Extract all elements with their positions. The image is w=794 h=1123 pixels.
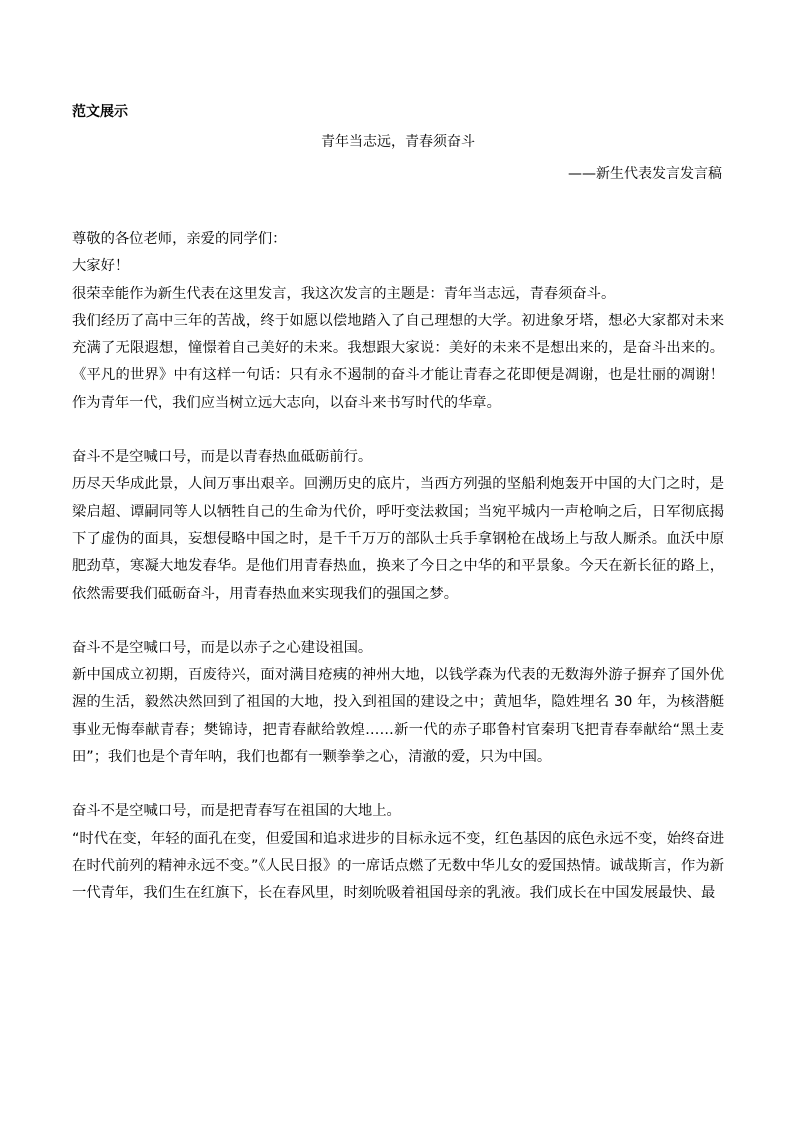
section-heading: 奋斗不是空喊口号，而是把青春写在祖国的大地上。 bbox=[72, 803, 401, 820]
speech-title: 青年当志远，青春须奋斗 bbox=[321, 134, 475, 150]
section-label: 范文展示 bbox=[72, 104, 128, 120]
speech-subtitle: ——新生代表发言发言稿 bbox=[568, 166, 722, 182]
salutation: 尊敬的各位老师，亲爱的同学们： bbox=[72, 231, 287, 247]
paragraph: 历尽天华成此景，人间万事出艰辛。回溯历史的底片，当西方列强的坚船利炮轰开中国的大门之时，是梁启超、谭嗣同等人以牺牲自己的生命为代价，呼吁变法救国；当宛平城内一声枪响之后，日军彻底揭下了虚伪的面具，妄想侵略中国之时，是千千万万的部队士兵手拿钢枪在战场上与敌人厮杀。血沃中原肥劲草，寒凝大地发春华。是他们用青春热血，换来了今日之中华的和平景象。今天在新长征的路上，依然需要我们砥砺奋斗，用青春热血来实现我们的强国之梦。 bbox=[72, 476, 724, 602]
greeting: 大家好！ bbox=[72, 258, 130, 275]
paragraph: “时代在变，年轻的面孔在变，但爱国和追求进步的目标永远不变，红色基因的底色永远不变，始终奋进在时代前列的精神永远不变。”《人民日报》的一席话点燃了无数中华儿女的爱国热情。诚哉斯言，作为新一代青年，我们生在红旗下，长在春风里，时刻吮吸着祖国母亲的乳液。我们成长在中国发展最快、最 bbox=[72, 830, 724, 902]
paragraph: 我们经历了高中三年的苦战，终于如愿以偿地踏入了自己理想的大学。初进象牙塔，想必大家都对未来充满了无限遐想，憧憬着自己美好的未来。我想跟大家说：美好的未来不是想出来的，是奋斗出来的。《平凡的世界》中有这样一句话：只有永不遏制的奋斗才能让青春之花即便是凋谢，也是壮丽的凋谢！作为青年一代，我们应当树立远大志向，以奋斗来书写时代的华章。 bbox=[72, 312, 724, 411]
speech-body bbox=[72, 226, 724, 908]
paragraph: 很荣幸能作为新生代表在这里发言，我这次发言的主题是：青年当志远，青春须奋斗。 bbox=[72, 285, 616, 302]
section-heading: 奋斗不是空喊口号，而是以赤子之心建设祖国。 bbox=[72, 639, 373, 656]
paragraph: 新中国成立初期，百废待兴，面对满目疮痍的神州大地，以钱学森为代表的无数海外游子摒弃了国外优渥的生活，毅然决然回到了祖国的大地，投入到祖国的建设之中；黄旭华，隐姓埋名 30 年，为核潜艇事业无悔奉献青春；樊锦诗，把青春献给敦煌……新一代的赤子耶鲁村官秦玥飞把青春奉献给“黑土麦田”；我们也是个青年呐，我们也都有一颗拳拳之心，清澈的爱，只为中国。 bbox=[72, 667, 724, 766]
document-page bbox=[72, 0, 724, 1123]
section-heading: 奋斗不是空喊口号，而是以青春热血砥砺前行。 bbox=[72, 449, 373, 466]
